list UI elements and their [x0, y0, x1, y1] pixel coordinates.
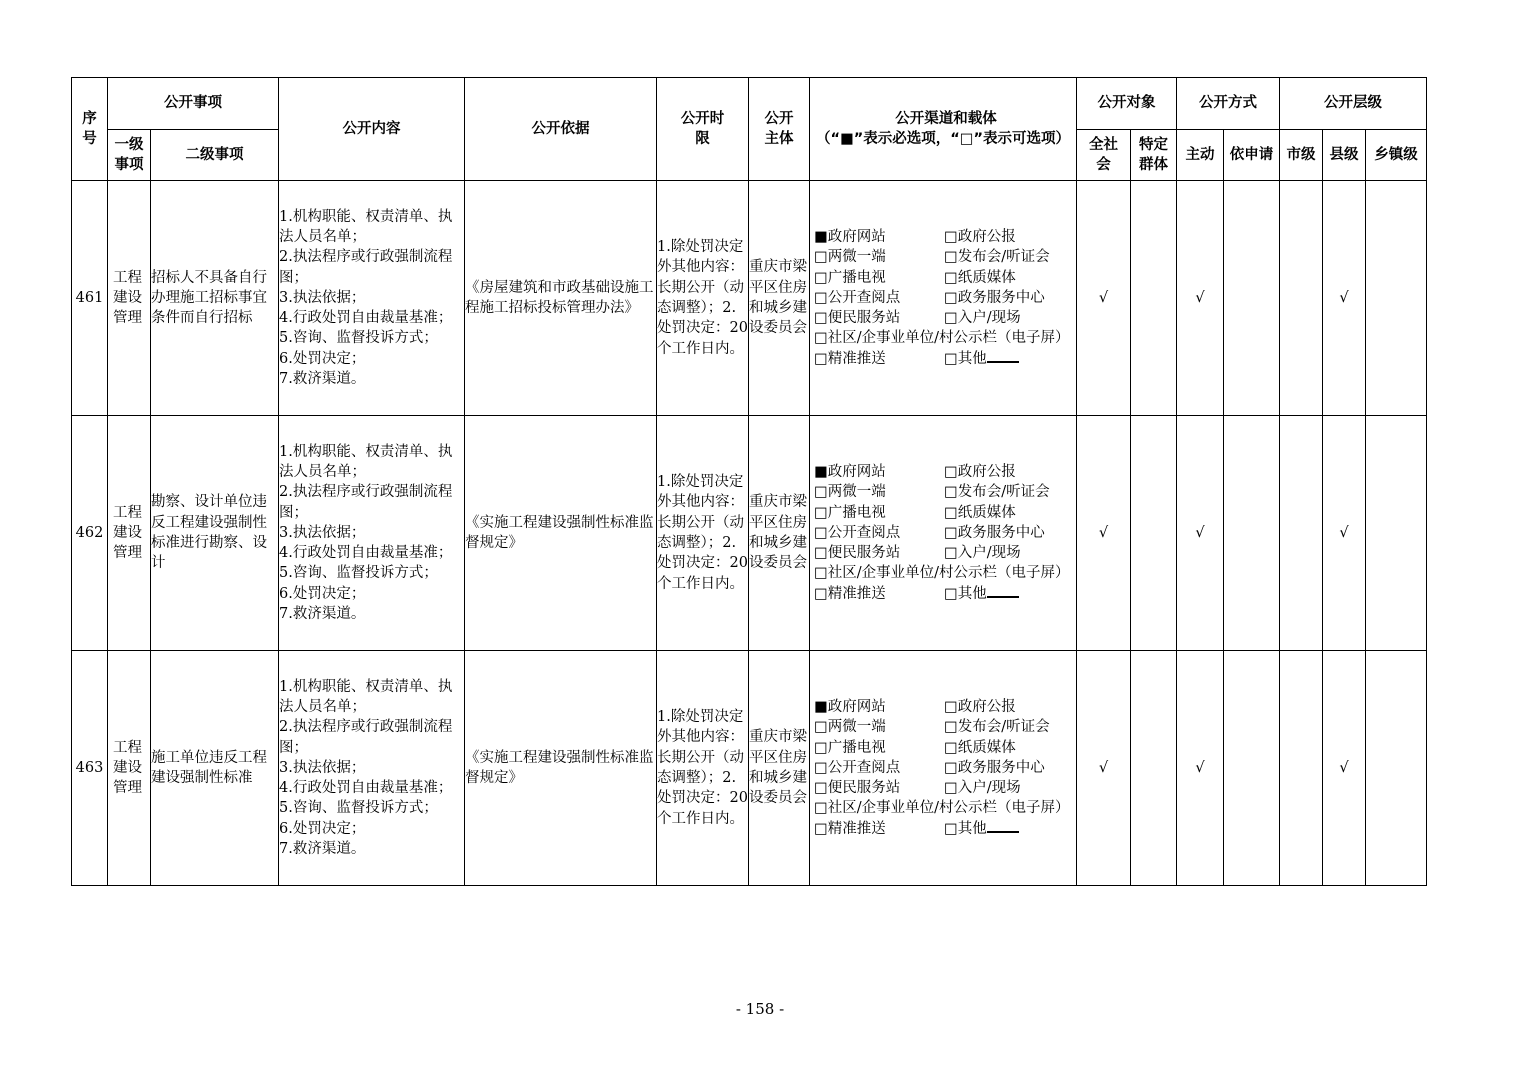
channel-line	[814, 584, 1076, 604]
channel-option: □公开查阅点	[814, 759, 901, 776]
cell-lvl-city	[1280, 651, 1323, 886]
table-row	[72, 416, 1427, 651]
channel-option: □入户/现场	[944, 545, 1021, 562]
cell-subject: 重庆市梁平区住房和城乡建设委员会	[749, 651, 810, 886]
channel-line	[814, 288, 1076, 308]
content-line: 4.行政处罚自由裁量基准；	[279, 545, 453, 562]
cell-obj-all: √	[1077, 651, 1131, 886]
channel-option: □入户/现场	[944, 310, 1021, 327]
header-basis: 公开依据	[465, 78, 657, 181]
channel-line	[814, 247, 1076, 267]
cell-time-limit: 1.除处罚决定外其他内容：长期公开（动态调整）；2.处罚决定：20个工作日内。	[657, 416, 749, 651]
content-line: 2.执法程序或行政强制流程图；	[279, 249, 453, 286]
cell-lvl-county: √	[1323, 181, 1366, 416]
header-row-1	[72, 78, 1427, 130]
channel-line	[814, 268, 1076, 288]
header-seq: 序号	[72, 78, 108, 181]
channel-option: □两微一端	[814, 719, 886, 736]
header-level-group: 公开层级	[1280, 78, 1427, 130]
channel-option: □发布会/听证会	[944, 249, 1050, 266]
header-channel	[810, 78, 1077, 181]
cell-obj-specific	[1131, 181, 1177, 416]
header-level1: 一级事项	[108, 130, 151, 181]
content-line: 1.机构职能、权责清单、执法人员名单；	[279, 208, 453, 245]
header-item-group: 公开事项	[108, 78, 279, 130]
cell-level2: 施工单位违反工程建设强制性标准	[151, 651, 279, 886]
cell-lvl-town	[1366, 416, 1427, 651]
header-lvl-town: 乡镇级	[1366, 130, 1427, 181]
channel-line	[814, 563, 1076, 583]
content-line: 5.咨询、监督投诉方式；	[279, 800, 438, 817]
header-subject: 公开主体	[749, 78, 810, 181]
cell-level2: 勘察、设计单位违反工程建设强制性标准进行勘察、设计	[151, 416, 279, 651]
channel-option: ■政府网站	[814, 228, 886, 245]
channel-line	[814, 543, 1076, 563]
fill-in-blank-line	[987, 349, 1019, 363]
cell-lvl-county: √	[1323, 651, 1366, 886]
cell-subject: 重庆市梁平区住房和城乡建设委员会	[749, 416, 810, 651]
channel-option: □其他	[944, 820, 987, 837]
cell-method-apply	[1224, 651, 1280, 886]
cell-obj-specific	[1131, 651, 1177, 886]
cell-method-apply	[1224, 181, 1280, 416]
header-level2: 二级事项	[151, 130, 279, 181]
cell-method-active: √	[1177, 416, 1224, 651]
cell-obj-specific	[1131, 416, 1177, 651]
table-row	[72, 651, 1427, 886]
content-line: 5.咨询、监督投诉方式；	[279, 565, 438, 582]
channel-option: □广播电视	[814, 269, 886, 286]
cell-subject: 重庆市梁平区住房和城乡建设委员会	[749, 181, 810, 416]
header-channel-title: 公开渠道和载体	[895, 110, 997, 127]
channel-option: ■政府网站	[814, 463, 886, 480]
channel-line	[814, 462, 1076, 482]
cell-content	[279, 181, 465, 416]
content-line: 2.执法程序或行政强制流程图；	[279, 484, 453, 521]
cell-time-limit: 1.除处罚决定外其他内容：长期公开（动态调整）；2.处罚决定：20个工作日内。	[657, 651, 749, 886]
cell-lvl-town	[1366, 181, 1427, 416]
content-line: 6.处罚决定；	[279, 820, 366, 837]
channel-option: □政务服务中心	[944, 759, 1045, 776]
header-obj-all: 全社会	[1077, 130, 1131, 181]
channel-option: □两微一端	[814, 484, 886, 501]
cell-lvl-county: √	[1323, 416, 1366, 651]
channel-line	[814, 697, 1076, 717]
cell-content	[279, 651, 465, 886]
channel-option: □精准推送	[814, 585, 886, 602]
cell-lvl-town	[1366, 651, 1427, 886]
fill-in-blank-line	[987, 584, 1019, 598]
cell-level1: 工程建设管理	[108, 181, 151, 416]
channel-option: □其他	[944, 585, 987, 602]
channel-line	[814, 738, 1076, 758]
cell-content	[279, 416, 465, 651]
channel-line	[814, 819, 1076, 839]
channel-line	[814, 717, 1076, 737]
cell-method-active: √	[1177, 181, 1224, 416]
channel-option: □政府公报	[944, 463, 1016, 480]
channel-line	[814, 778, 1076, 798]
cell-channels	[810, 651, 1077, 886]
channel-option: □两微一端	[814, 249, 886, 266]
channel-line	[814, 308, 1076, 328]
cell-lvl-city	[1280, 416, 1323, 651]
channel-option: □广播电视	[814, 504, 886, 521]
channel-option: □便民服务站	[814, 310, 901, 327]
cell-level1: 工程建设管理	[108, 416, 151, 651]
content-line: 6.处罚决定；	[279, 350, 366, 367]
page-number: - 158 -	[735, 1000, 785, 1018]
channel-option: □纸质媒体	[944, 739, 1016, 756]
channel-line	[814, 758, 1076, 778]
channel-option: □社区/企事业单位/村公示栏（电子屏）	[814, 565, 1070, 582]
header-channel-note: （“■”表示必选项，“□”表示可选项）	[816, 131, 1071, 147]
fill-in-blank-line	[987, 819, 1019, 833]
cell-basis: 《实施工程建设强制性标准监督规定》	[465, 416, 657, 651]
cell-channels	[810, 181, 1077, 416]
channel-option: □纸质媒体	[944, 504, 1016, 521]
channel-line	[814, 523, 1076, 543]
channel-option: ■政府网站	[814, 698, 886, 715]
header-method-apply: 依申请	[1224, 130, 1280, 181]
table-row	[72, 181, 1427, 416]
cell-method-apply	[1224, 416, 1280, 651]
channel-option: □纸质媒体	[944, 269, 1016, 286]
cell-obj-all: √	[1077, 416, 1131, 651]
content-line: 2.执法程序或行政强制流程图；	[279, 719, 453, 756]
channel-option: □其他	[944, 350, 987, 367]
channel-option: □政务服务中心	[944, 524, 1045, 541]
header-object-group: 公开对象	[1077, 78, 1177, 130]
cell-level1: 工程建设管理	[108, 651, 151, 886]
cell-time-limit: 1.除处罚决定外其他内容：长期公开（动态调整）；2.处罚决定：20个工作日内。	[657, 181, 749, 416]
channel-option: □公开查阅点	[814, 289, 901, 306]
content-line: 6.处罚决定；	[279, 585, 366, 602]
header-time-limit: 公开时限	[657, 78, 749, 181]
channel-option: □政务服务中心	[944, 289, 1045, 306]
content-line: 3.执法依据；	[279, 289, 366, 306]
content-line: 3.执法依据；	[279, 759, 366, 776]
channel-option: □发布会/听证会	[944, 484, 1050, 501]
channel-option: □政府公报	[944, 698, 1016, 715]
channel-option: □社区/企事业单位/村公示栏（电子屏）	[814, 330, 1070, 347]
channel-option: □社区/企事业单位/村公示栏（电子屏）	[814, 800, 1070, 817]
header-obj-specific: 特定群体	[1131, 130, 1177, 181]
content-line: 5.咨询、监督投诉方式；	[279, 330, 438, 347]
content-line: 7.救济渠道。	[279, 371, 366, 388]
channel-option: □便民服务站	[814, 545, 901, 562]
disclosure-table	[71, 77, 1427, 886]
content-line: 7.救济渠道。	[279, 841, 366, 858]
channel-option: □便民服务站	[814, 780, 901, 797]
cell-seq: 463	[72, 651, 108, 886]
header-method-group: 公开方式	[1177, 78, 1280, 130]
cell-seq: 462	[72, 416, 108, 651]
channel-option: □政府公报	[944, 228, 1016, 245]
content-line: 7.救济渠道。	[279, 606, 366, 623]
header-lvl-county: 县级	[1323, 130, 1366, 181]
table-body	[72, 181, 1427, 886]
header-lvl-city: 市级	[1280, 130, 1323, 181]
content-line: 1.机构职能、权责清单、执法人员名单；	[279, 678, 453, 715]
channel-option: □公开查阅点	[814, 524, 901, 541]
channel-option: □精准推送	[814, 820, 886, 837]
content-line: 3.执法依据；	[279, 524, 366, 541]
cell-lvl-city	[1280, 181, 1323, 416]
cell-level2: 招标人不具备自行办理施工招标事宜条件而自行招标	[151, 181, 279, 416]
content-line: 4.行政处罚自由裁量基准；	[279, 310, 453, 327]
channel-option: □入户/现场	[944, 780, 1021, 797]
cell-seq: 461	[72, 181, 108, 416]
channel-line	[814, 503, 1076, 523]
channel-line	[814, 227, 1076, 247]
cell-method-active: √	[1177, 651, 1224, 886]
channel-line	[814, 482, 1076, 502]
cell-basis: 《房屋建筑和市政基础设施工程施工招标投标管理办法》	[465, 181, 657, 416]
cell-obj-all: √	[1077, 181, 1131, 416]
channel-option: □广播电视	[814, 739, 886, 756]
channel-line	[814, 328, 1076, 348]
channel-line	[814, 349, 1076, 369]
cell-channels	[810, 416, 1077, 651]
channel-option: □发布会/听证会	[944, 719, 1050, 736]
cell-basis: 《实施工程建设强制性标准监督规定》	[465, 651, 657, 886]
header-method-active: 主动	[1177, 130, 1224, 181]
content-line: 1.机构职能、权责清单、执法人员名单；	[279, 443, 453, 480]
channel-option: □精准推送	[814, 350, 886, 367]
channel-line	[814, 798, 1076, 818]
content-line: 4.行政处罚自由裁量基准；	[279, 780, 453, 797]
header-content: 公开内容	[279, 78, 465, 181]
